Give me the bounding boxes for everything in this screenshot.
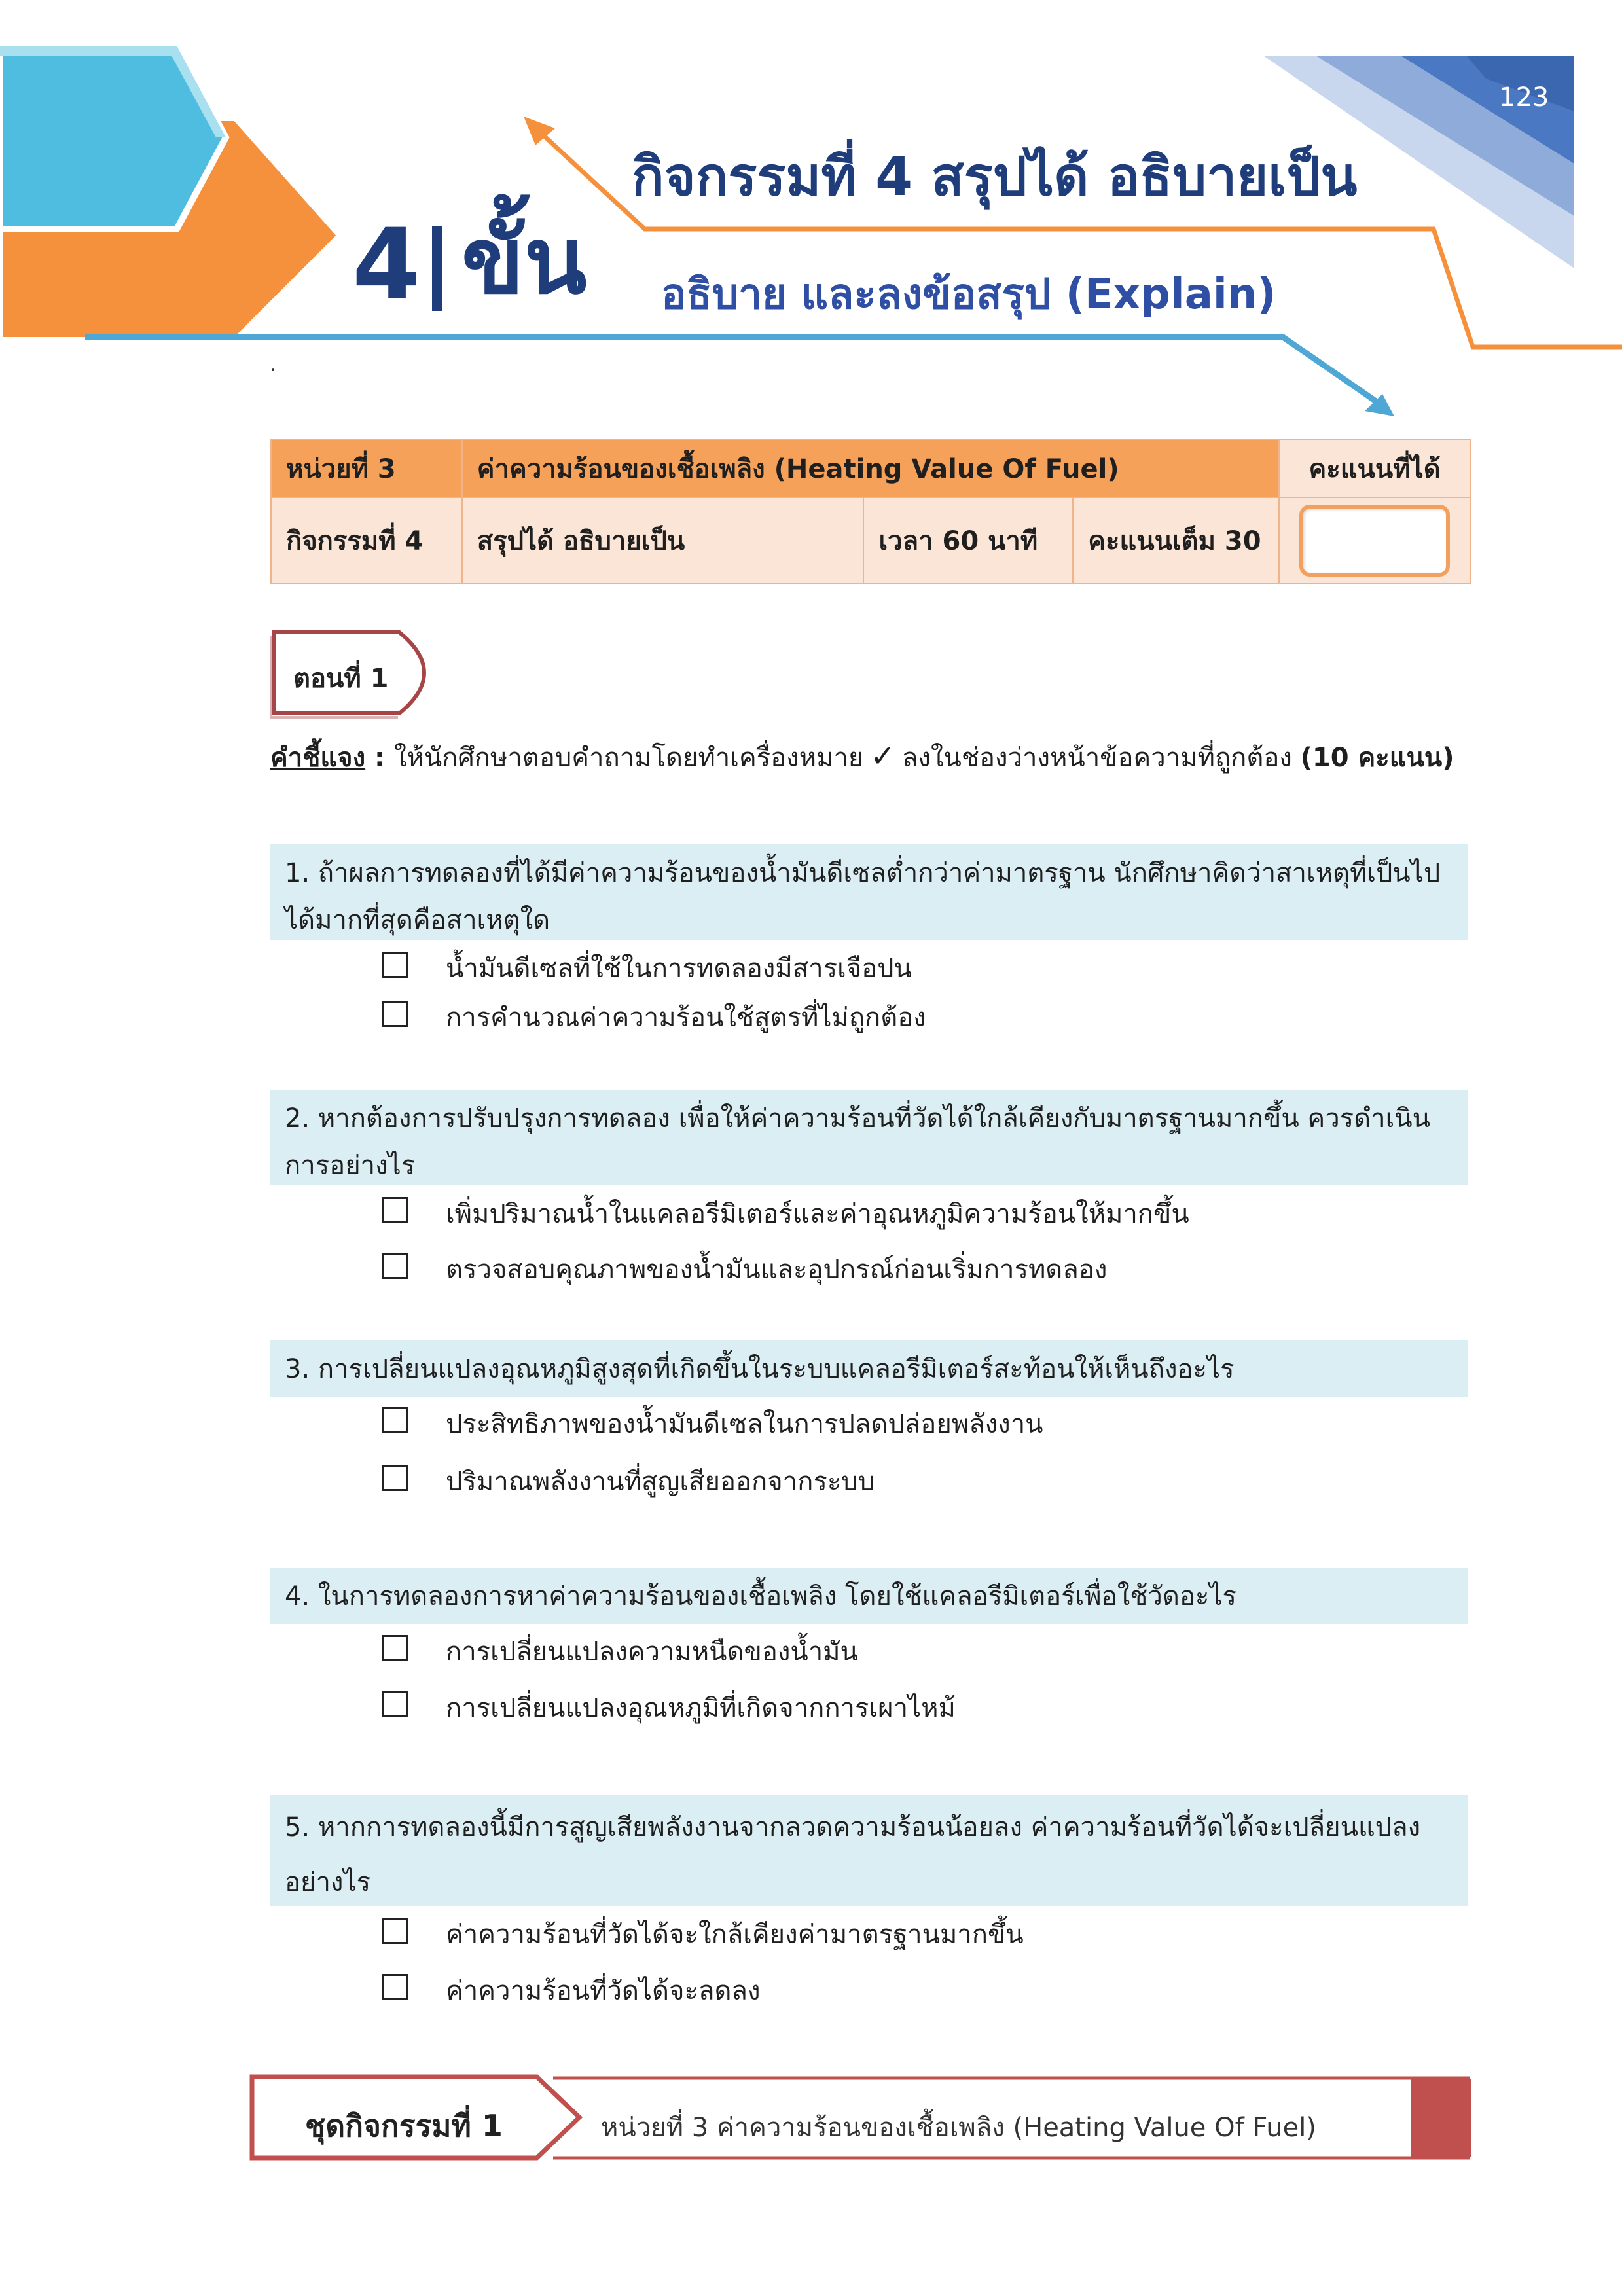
option-text: การเปลี่ยนแปลงความหนืดของน้ำมัน <box>446 1637 858 1667</box>
checkbox[interactable] <box>382 1691 408 1717</box>
instructions-points: (10 คะแนน) <box>1300 743 1454 773</box>
checkbox[interactable] <box>382 1253 408 1279</box>
question-4: 4. ในการทดลองการหาค่าความร้อนของเชื้อเพลิง โดยใช้แคลอรีมิเตอร์เพื่อใช้วัดอะไร <box>270 1568 1468 1624</box>
checkbox[interactable] <box>382 1635 408 1661</box>
score-input-box[interactable] <box>1299 505 1450 577</box>
instructions-text-after: ลงในช่องว่างหน้าข้อความที่ถูกต้อง <box>901 743 1292 773</box>
checkbox[interactable] <box>382 1407 408 1433</box>
unit-title: ค่าความร้อนของเชื้อเพลิง (Heating Value Of Fuel) <box>462 440 1280 497</box>
score-cell <box>1279 497 1470 584</box>
score-obtained-label: คะแนนที่ได้ <box>1279 440 1470 497</box>
question-2: 2. หากต้องการปรับปรุงการทดลอง เพื่อให้ค่าความร้อนที่วัดได้ใกล้เคียงกับมาตรฐานมากขึ้น ควรดำเนินการอย่างไร <box>270 1090 1468 1185</box>
option-text: น้ำมันดีเซลที่ใช้ในการทดลองมีสารเจือปน <box>446 954 912 984</box>
checkbox[interactable] <box>382 1001 408 1027</box>
option-text: ค่าความร้อนที่วัดได้จะใกล้เคียงค่ามาตรฐานมากขึ้น <box>446 1920 1024 1950</box>
checkbox[interactable] <box>382 1918 408 1944</box>
option-text: การเปลี่ยนแปลงอุณหภูมิที่เกิดจากการเผาไหม้ <box>446 1693 956 1723</box>
instructions-separator: : <box>365 743 394 773</box>
option-5b[interactable] <box>382 1971 760 2011</box>
option-1b[interactable] <box>382 998 926 1037</box>
checkbox[interactable] <box>382 1197 408 1223</box>
header-decoration <box>0 0 1624 458</box>
option-1a[interactable] <box>382 949 912 988</box>
option-3a[interactable] <box>382 1405 1043 1444</box>
activity-name: สรุปได้ อธิบายเป็น <box>462 497 864 584</box>
instructions-text-before: ให้นักศึกษาตอบคำถามโดยทำเครื่องหมาย <box>393 743 864 773</box>
cyan-arrow-shape <box>0 46 226 229</box>
activity-label: กิจกรรมที่ 4 <box>271 497 462 584</box>
question-1: 1. ถ้าผลการทดลองที่ได้มีค่าความร้อนของน้ำมันดีเซลต่ำกว่าค่ามาตรฐาน นักศึกษาคิดว่าสาเหตุที่เป็นไปได้มากที่สุดคือสาเหตุใด <box>270 844 1468 940</box>
full-score: คะแนนเต็ม 30 <box>1073 497 1279 584</box>
unit-label: หน่วยที่ 3 <box>271 440 462 497</box>
blue-line <box>85 337 1384 407</box>
activity-subtitle: อธิบาย และลงข้อสรุป (Explain) <box>661 270 1276 319</box>
option-5a[interactable] <box>382 1915 1024 1954</box>
footer-unit-text: หน่วยที่ 3 ค่าความร้อนของเชื้อเพลิง (Heating Value Of Fuel) <box>601 2113 1316 2143</box>
info-table <box>270 439 1471 584</box>
question-5: 5. หากการทดลองนี้มีการสูญเสียพลังงานจากลวดความร้อนน้อยลง ค่าความร้อนที่วัดได้จะเปลี่ยนแปลงอย่างไร <box>270 1795 1468 1906</box>
checkbox[interactable] <box>382 1465 408 1491</box>
instructions-label: คำชี้แจง <box>270 743 366 773</box>
option-4b[interactable] <box>382 1689 956 1728</box>
footer-red-block <box>1411 2079 1471 2157</box>
option-2a[interactable] <box>382 1194 1189 1234</box>
stray-dot: . <box>270 353 276 376</box>
stage-number: 4 <box>352 208 421 322</box>
info-table-header-row <box>271 440 1470 497</box>
option-text: การคำนวณค่าความร้อนใช้สูตรที่ไม่ถูกต้อง <box>446 1003 926 1033</box>
question-3: 3. การเปลี่ยนแปลงอุณหภูมิสูงสุดที่เกิดขึ้นในระบบแคลอรีมิเตอร์สะท้อนให้เห็นถึงอะไร <box>270 1340 1468 1397</box>
option-text: ตรวจสอบคุณภาพของน้ำมันและอุปกรณ์ก่อนเริ่มการทดลอง <box>446 1255 1108 1285</box>
option-text: ค่าความร้อนที่วัดได้จะลดลง <box>446 1976 761 2006</box>
part-label: ตอนที่ 1 <box>293 664 389 694</box>
page-number: 123 <box>1499 82 1549 113</box>
option-2b[interactable] <box>382 1250 1107 1289</box>
option-text: เพิ่มปริมาณน้ำในแคลอรีมิเตอร์และค่าอุณหภูมิความร้อนให้มากขึ้น <box>446 1199 1189 1229</box>
stage-word: ขั้น <box>461 208 587 315</box>
time-limit: เวลา 60 นาที <box>863 497 1073 584</box>
checkbox[interactable] <box>382 1974 408 2000</box>
checkbox[interactable] <box>382 952 408 978</box>
option-text: ปริมาณพลังงานที่สูญเสียออกจากระบบ <box>446 1467 875 1497</box>
footer-series-label: ชุดกิจกรรมที่ 1 <box>305 2108 503 2144</box>
option-4a[interactable] <box>382 1632 858 1672</box>
activity-title: กิจกรรมที่ 4 สรุปได้ อธิบายเป็น <box>632 146 1358 208</box>
option-text: ประสิทธิภาพของน้ำมันดีเซลในการปลดปล่อยพลังงาน <box>446 1409 1043 1439</box>
stage-divider <box>432 226 442 311</box>
info-table-body-row <box>271 497 1470 584</box>
check-mark-icon: ✓ <box>870 738 895 774</box>
instructions <box>270 736 1454 778</box>
option-3b[interactable] <box>382 1462 875 1501</box>
